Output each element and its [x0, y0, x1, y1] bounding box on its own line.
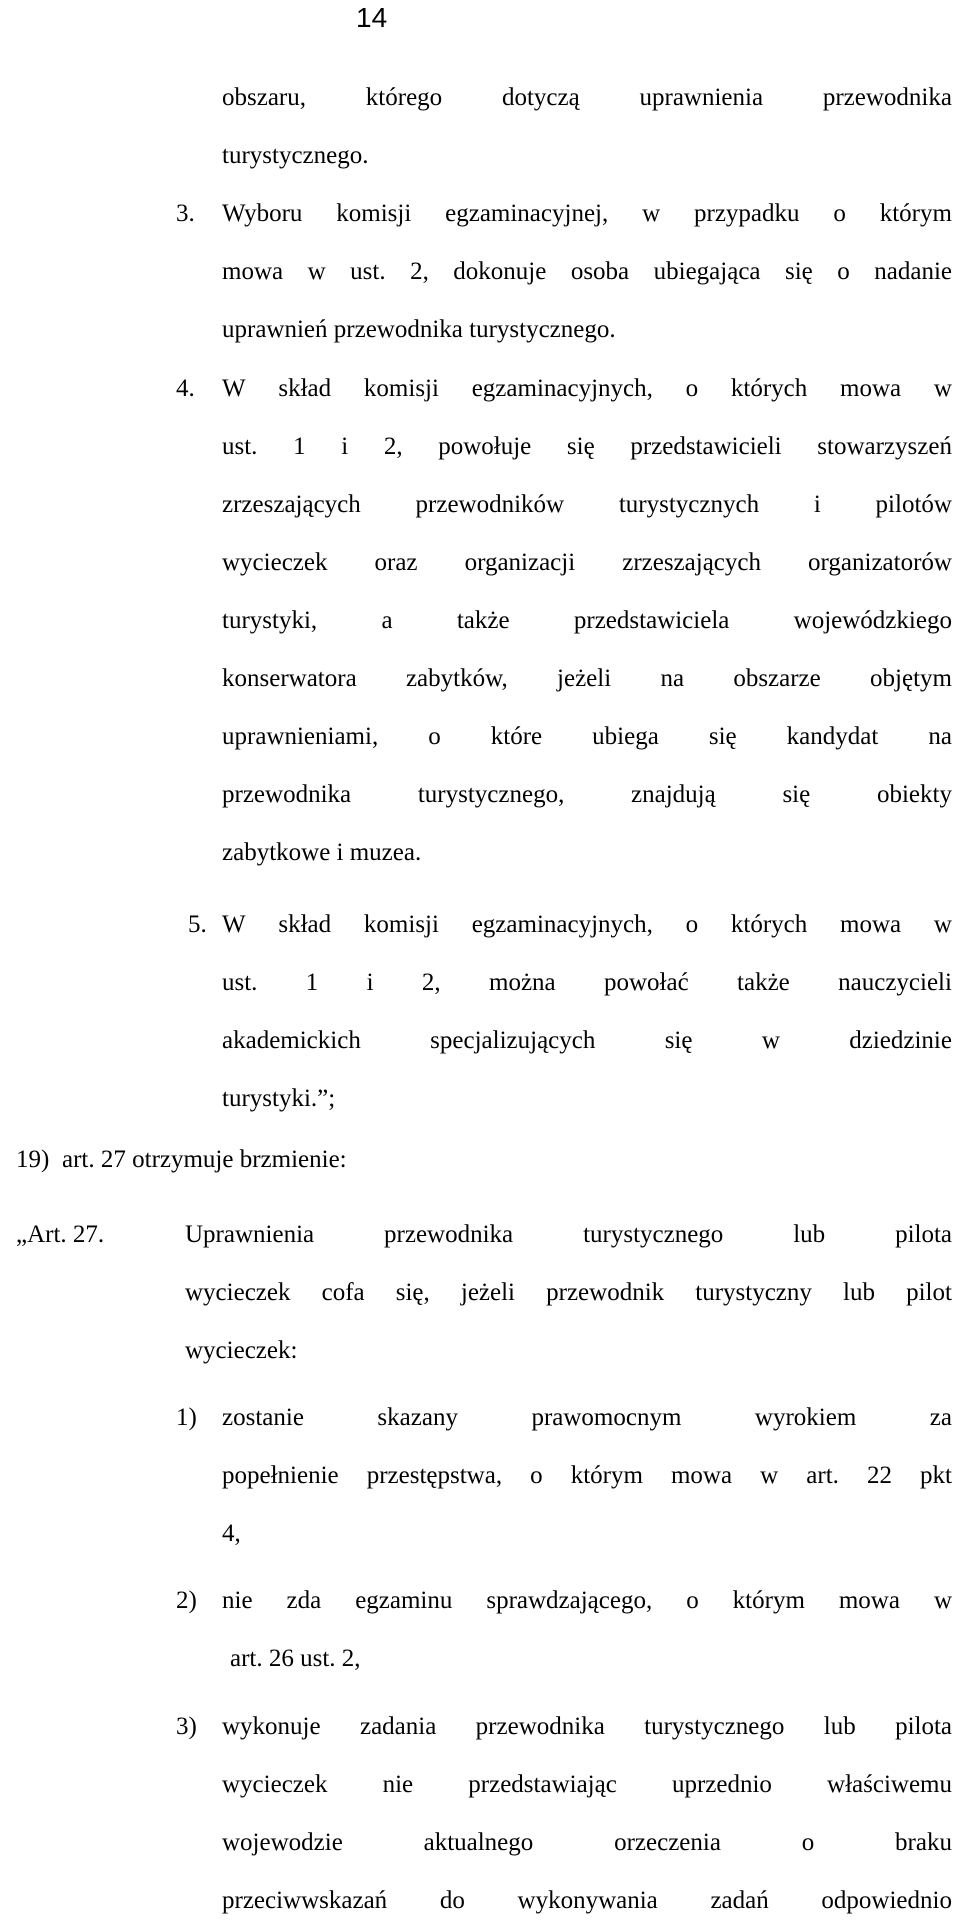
item-number: 19) — [16, 1146, 50, 1173]
text-line: 4, — [222, 1520, 241, 1547]
text-line: turystyki, a także przedstawiciela wojewódzkiego — [222, 607, 952, 634]
item-number: 1) — [176, 1404, 197, 1431]
text-line: zabytkowe i muzea. — [222, 839, 422, 866]
item-number: 2) — [176, 1587, 197, 1614]
text-line: art. 27 otrzymuje brzmienie: — [62, 1146, 347, 1173]
text-line: art. 26 ust. 2, — [230, 1645, 361, 1672]
text-line: uprawnieniami, o które ubiega się kandydat na — [222, 723, 952, 750]
item-number: 3. — [176, 200, 195, 227]
text-line: zostanie skazany prawomocnym wyrokiem za — [222, 1404, 952, 1431]
text-line: wycieczek: — [185, 1337, 298, 1364]
text-line: turystyki.”; — [222, 1085, 336, 1112]
text-line: przewodnika turystycznego, znajdują się obiekty — [222, 781, 952, 808]
text-line: przeciwwskazań do wykonywania zadań odpowiednio — [222, 1887, 952, 1914]
text-line: akademickich specjalizujących się w dziedzinie — [222, 1027, 952, 1054]
item-number: 5. — [188, 911, 207, 938]
text-line: wycieczek oraz organizacji zrzeszających organizatorów — [222, 549, 952, 576]
text-line: Uprawnienia przewodnika turystycznego lub pilota — [185, 1221, 952, 1248]
text-line: nie zda egzaminu sprawdzającego, o którym mowa w — [222, 1587, 952, 1614]
text-line: turystycznego. — [222, 142, 369, 169]
text-line: obszaru, którego dotyczą uprawnienia przewodnika — [222, 84, 952, 111]
text-line: wycieczek cofa się, jeżeli przewodnik turystyczny lub pilot — [185, 1279, 952, 1306]
text-line: W skład komisji egzaminacyjnych, o których mowa w — [222, 375, 952, 402]
text-line: konserwatora zabytków, jeżeli na obszarze objętym — [222, 665, 952, 692]
text-line: ust. 1 i 2, powołuje się przedstawicieli stowarzyszeń — [222, 433, 952, 460]
text-line: wycieczek nie przedstawiając uprzednio właściwemu — [222, 1771, 952, 1798]
text-line: wojewodzie aktualnego orzeczenia o braku — [222, 1829, 952, 1856]
item-number: 3) — [176, 1713, 197, 1740]
text-line: mowa w ust. 2, dokonuje osoba ubiegająca się o nadanie — [222, 258, 952, 285]
text-line: ust. 1 i 2, można powołać także nauczycieli — [222, 969, 952, 996]
text-line: zrzeszających przewodników turystycznych i pilotów — [222, 491, 952, 518]
text-line: wykonuje zadania przewodnika turystycznego lub pilota — [222, 1713, 952, 1740]
text-line: uprawnień przewodnika turystycznego. — [222, 316, 616, 343]
item-number: 4. — [176, 375, 195, 402]
item-number: „Art. 27. — [16, 1221, 105, 1248]
page-number: 14 — [356, 2, 388, 33]
text-line: W skład komisji egzaminacyjnych, o których mowa w — [222, 911, 952, 938]
text-line: popełnienie przestępstwa, o którym mowa w art. 22 pkt — [222, 1462, 952, 1489]
text-line: Wyboru komisji egzaminacyjnej, w przypadku o którym — [222, 200, 952, 227]
